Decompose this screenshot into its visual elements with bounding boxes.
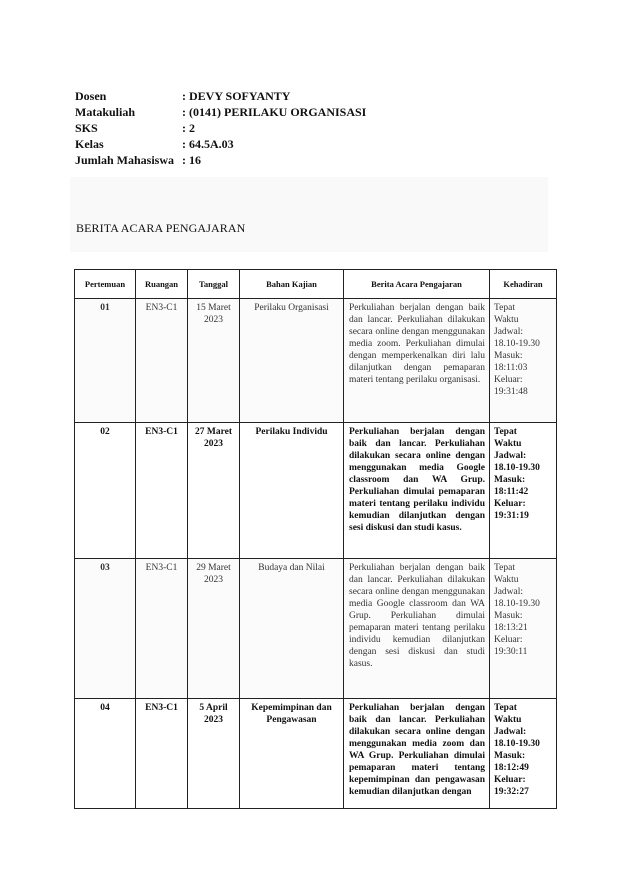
attendance-line: Waktu bbox=[494, 715, 522, 725]
info-label: Jumlah Mahasiswa bbox=[75, 153, 175, 167]
room: EN3-C1 bbox=[136, 559, 188, 699]
date: 29 Maret 2023 bbox=[188, 559, 240, 699]
table-header-row bbox=[75, 270, 557, 299]
info-value: : 64.5A.03 bbox=[182, 137, 234, 151]
attendance-line: 18.10-19.30 bbox=[494, 463, 540, 473]
info-row-jumlah-mahasiswa bbox=[75, 152, 366, 168]
info-row-sks bbox=[75, 120, 366, 136]
info-label: Kelas bbox=[75, 137, 104, 151]
attendance-line: Keluar: bbox=[494, 635, 523, 645]
info-value: : DEVY SOFYANTY bbox=[182, 89, 291, 103]
attendance-line: Keluar: bbox=[494, 499, 526, 509]
attendance-line: Jadwal: bbox=[494, 327, 524, 337]
attendance-line: Waktu bbox=[494, 439, 522, 449]
attendance-line: Masuk: bbox=[494, 611, 523, 621]
attendance-line: Keluar: bbox=[494, 775, 526, 785]
date: 27 Maret 2023 bbox=[188, 423, 240, 559]
attendance-line: 19:31:48 bbox=[494, 387, 528, 397]
attendance-line: 18.10-19.30 bbox=[494, 739, 540, 749]
meeting-number: 01 bbox=[75, 299, 136, 423]
teaching-report: Perkuliahan berjalan dengan baik dan lancar. Perkuliahan dilakukan secara online dengan menggunakan media Google classroom dan WA Grup. Perkuliahan dimulai pemaparan materi tentang perilaku individu kemudian dilanjutkan dengan sesi diskusi dan studi kasus. bbox=[344, 559, 490, 699]
info-label: SKS bbox=[75, 121, 98, 135]
attendance-line: Keluar: bbox=[494, 375, 523, 385]
attendance-line: 19:30:11 bbox=[494, 647, 528, 657]
table-row bbox=[75, 423, 557, 559]
attendance-line: Masuk: bbox=[494, 351, 523, 361]
info-row-kelas bbox=[75, 136, 366, 152]
document-title: BERITA ACARA PENGAJARAN bbox=[76, 221, 246, 235]
teaching-report: Perkuliahan berjalan dengan baik dan lancar. Perkuliahan dilakukan secara online dengan menggunakan media zoom. Perkuliahan dimulai dengan memperkenalkan diri lalu dilanjutkan dengan pemaparan materi tentang perilaku organisasi. bbox=[344, 299, 490, 423]
info-label: Dosen bbox=[75, 89, 107, 103]
meeting-number: 02 bbox=[75, 423, 136, 559]
topic: Perilaku Organisasi bbox=[240, 299, 344, 423]
topic: Budaya dan Nilai bbox=[240, 559, 344, 699]
column-header-ruangan: Ruangan bbox=[136, 270, 188, 299]
attendance-line: Tepat bbox=[494, 427, 517, 437]
attendance-line: Jadwal: bbox=[494, 451, 527, 461]
attendance-line: Jadwal: bbox=[494, 587, 524, 597]
attendance-line: 18.10-19.30 bbox=[494, 339, 540, 349]
title-band bbox=[70, 177, 548, 252]
room: EN3-C1 bbox=[136, 423, 188, 559]
attendance-line: Jadwal: bbox=[494, 727, 527, 737]
attendance-line: 18:12:49 bbox=[494, 763, 529, 773]
attendance bbox=[490, 559, 557, 699]
room: EN3-C1 bbox=[136, 299, 188, 423]
table-row bbox=[75, 299, 557, 423]
column-header-kehadiran: Kehadiran bbox=[490, 270, 557, 299]
table-row bbox=[75, 699, 557, 809]
attendance-line: Masuk: bbox=[494, 475, 526, 485]
attendance-line: 19:31:19 bbox=[494, 511, 529, 521]
attendance-line: Tepat bbox=[494, 303, 515, 313]
attendance-line: Tepat bbox=[494, 703, 517, 713]
column-header-bahan-kajian: Bahan Kajian bbox=[240, 270, 344, 299]
attendance-line: Waktu bbox=[494, 315, 519, 325]
attendance-line: Tepat bbox=[494, 563, 515, 573]
attendance-line: 19:32:27 bbox=[494, 787, 529, 797]
meeting-number: 04 bbox=[75, 699, 136, 809]
teaching-report: Perkuliahan berjalan dengan baik dan lancar. Perkuliahan dilakukan secara online dengan menggunakan media zoom dan WA Grup. Perkuliahan dimulai pemaparan materi tentang kepemimpinan dan pengawasan kemudian dilanjutkan dengan bbox=[344, 699, 490, 809]
info-value: : 2 bbox=[182, 121, 195, 135]
attendance bbox=[490, 423, 557, 559]
column-header-berita-acara: Berita Acara Pengajaran bbox=[344, 270, 490, 299]
topic: Perilaku Individu bbox=[240, 423, 344, 559]
attendance-line: Waktu bbox=[494, 575, 519, 585]
topic: Kepemimpinan dan Pengawasan bbox=[240, 699, 344, 809]
date: 5 April 2023 bbox=[188, 699, 240, 809]
column-header-pertemuan: Pertemuan bbox=[75, 270, 136, 299]
teaching-log-table bbox=[74, 269, 557, 809]
attendance-line: Masuk: bbox=[494, 751, 526, 761]
column-header-tanggal: Tanggal bbox=[188, 270, 240, 299]
attendance-line: 18:11:03 bbox=[494, 363, 528, 373]
date: 15 Maret 2023 bbox=[188, 299, 240, 423]
table-row bbox=[75, 559, 557, 699]
course-info bbox=[75, 88, 366, 168]
info-value: : (0141) PERILAKU ORGANISASI bbox=[182, 105, 367, 119]
teaching-report: Perkuliahan berjalan dengan baik dan lancar. Perkuliahan dilakukan secara online dengan menggunakan media Google classroom dan WA Grup. Perkuliahan dimulai pemaparan materi tentang perilaku individu kemudian dilanjutkan dengan sesi diskusi dan studi kasus. bbox=[344, 423, 490, 559]
room: EN3-C1 bbox=[136, 699, 188, 809]
attendance bbox=[490, 699, 557, 809]
info-row-dosen bbox=[75, 88, 366, 104]
meeting-number: 03 bbox=[75, 559, 136, 699]
attendance-line: 18:11:42 bbox=[494, 487, 529, 497]
attendance-line: 18:13:21 bbox=[494, 623, 528, 633]
attendance bbox=[490, 299, 557, 423]
info-value: : 16 bbox=[182, 153, 201, 167]
attendance-line: 18.10-19.30 bbox=[494, 599, 540, 609]
info-label: Matakuliah bbox=[75, 105, 136, 119]
info-row-matakuliah bbox=[75, 104, 366, 120]
